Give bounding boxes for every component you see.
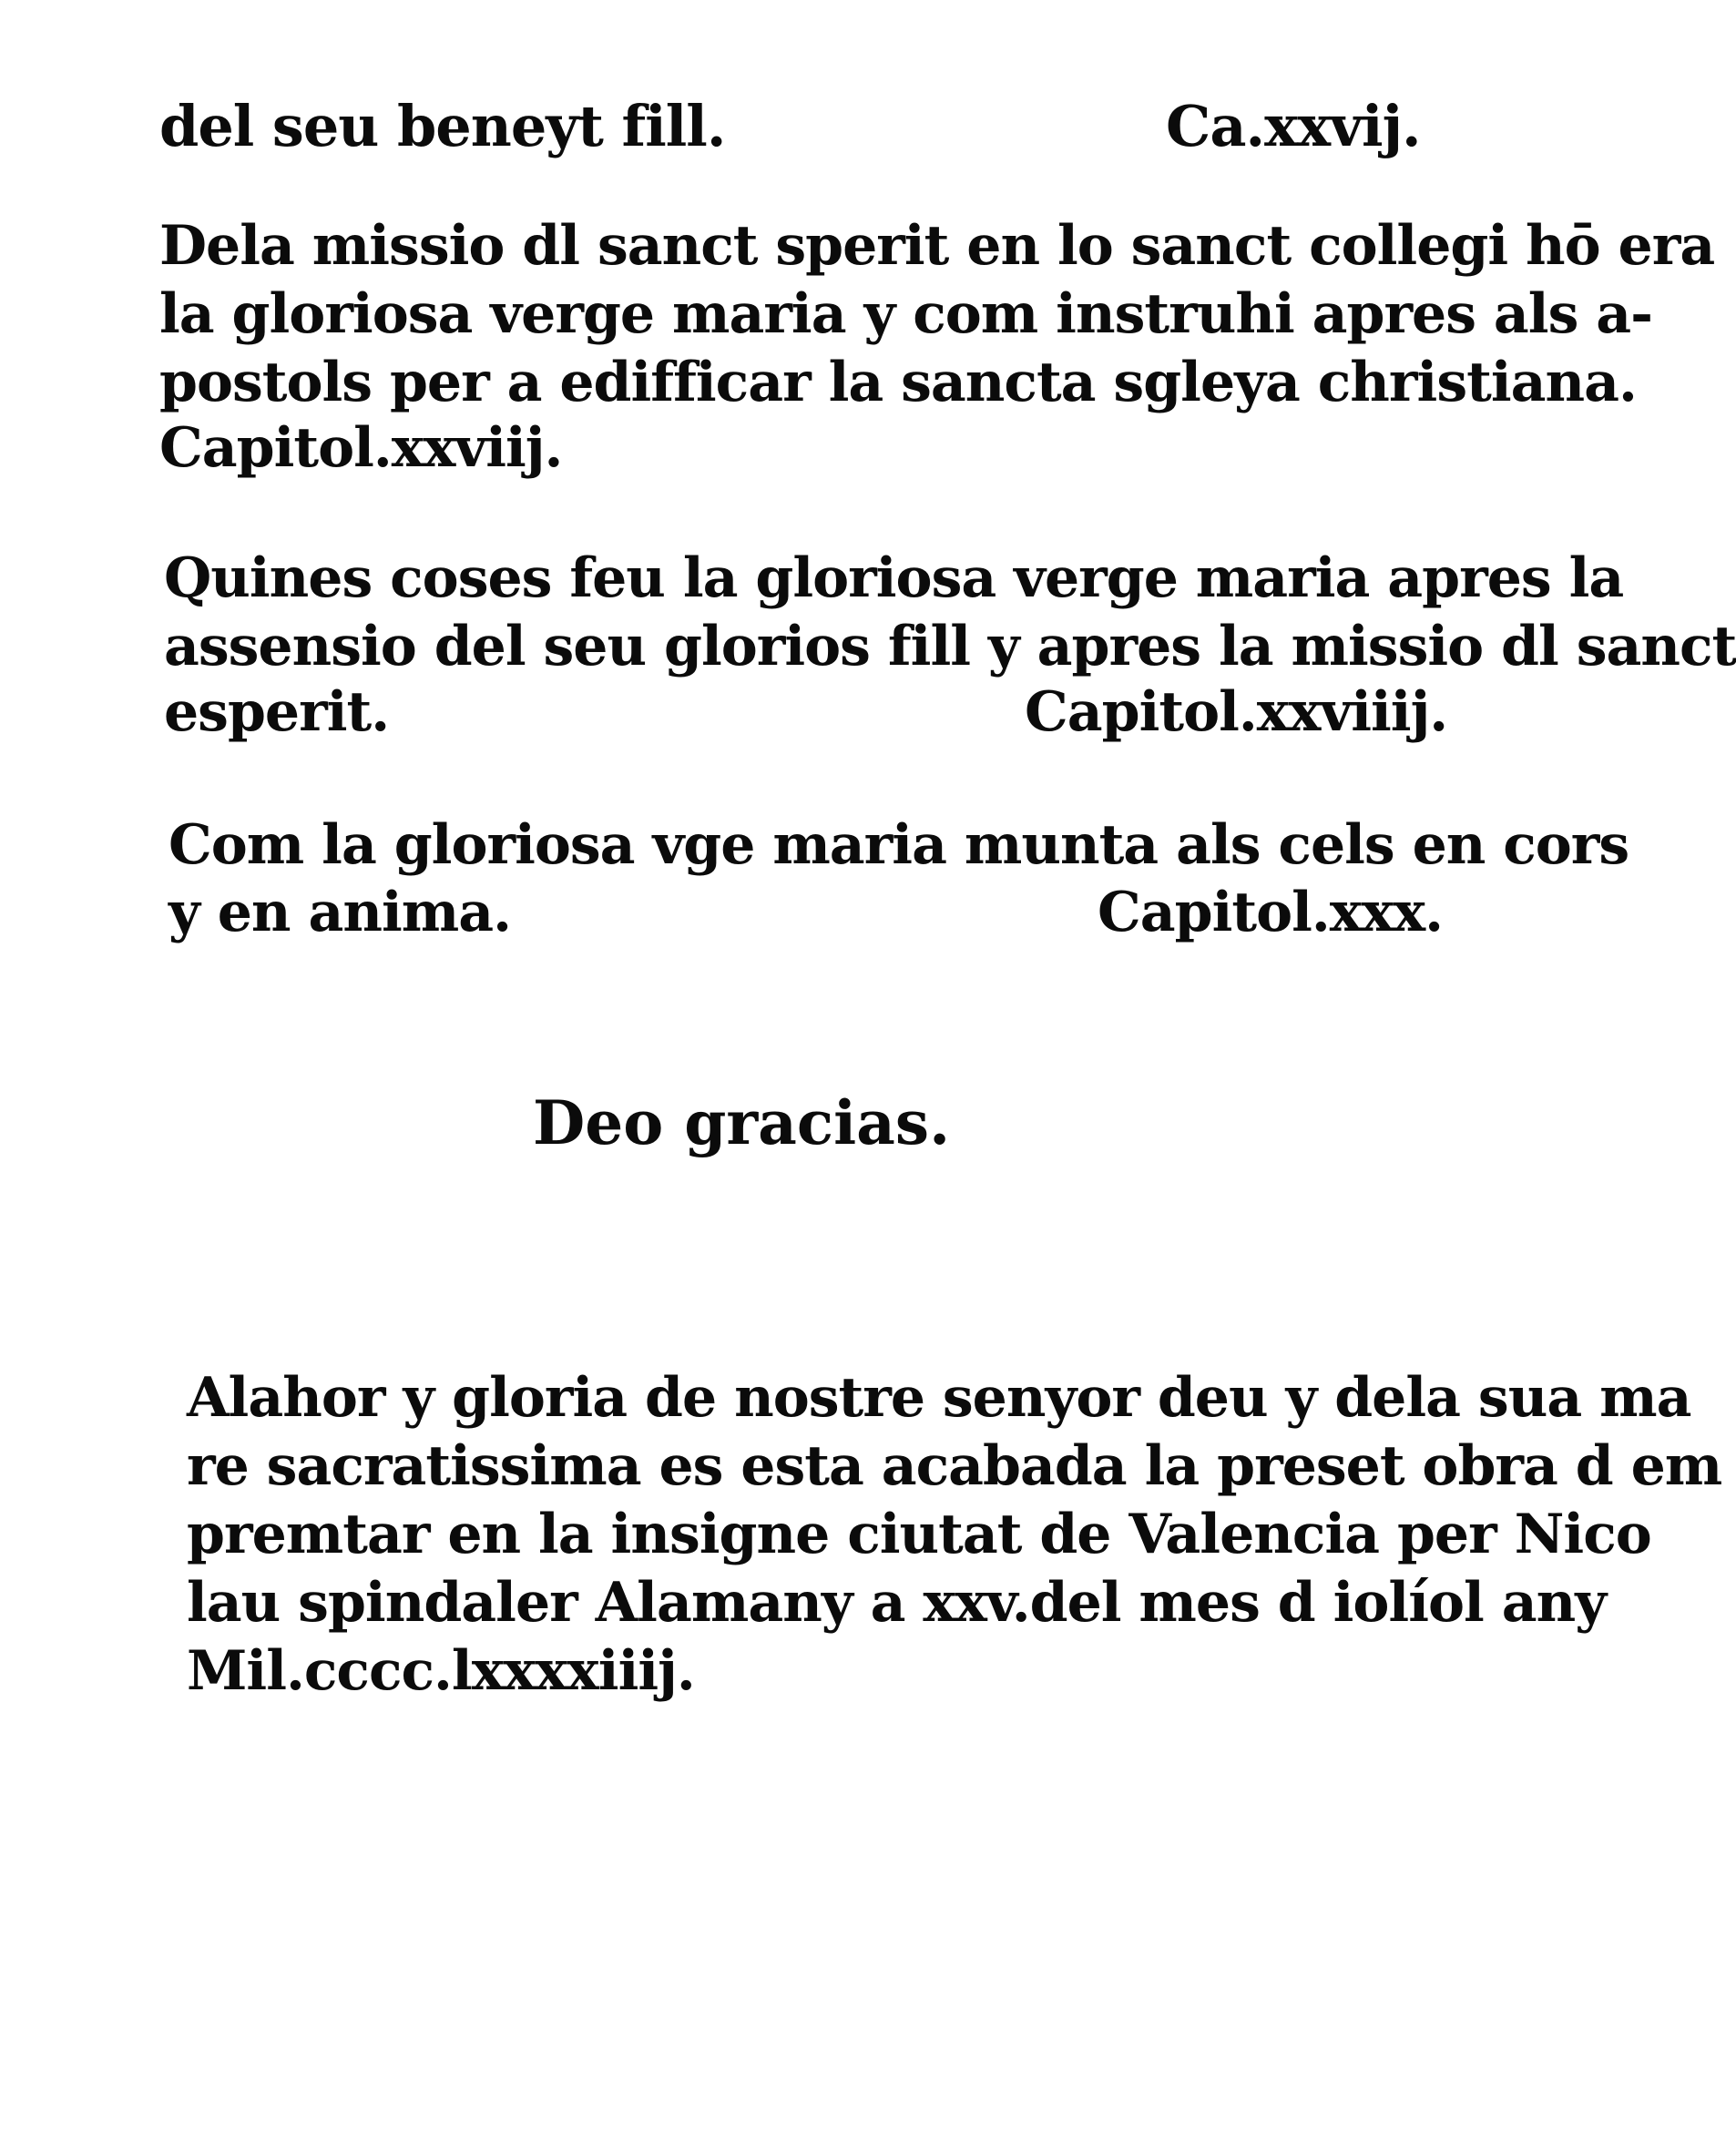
closing-title: Deo gracias. <box>533 1087 951 1158</box>
entry-3-chapter: Capitol.xxx. <box>1098 881 1443 944</box>
entry-2-line-1: Quines coses feu la gloriosa verge maria apres la <box>164 546 1624 610</box>
colophon-line-3: premtar en la insigne ciutat de Valencia per Nico <box>187 1503 1651 1566</box>
running-header-left: del seu beneyt fill. <box>159 93 726 159</box>
entry-1-chapter: Capitol.xxviij. <box>159 416 563 480</box>
colophon-line-5: Mil.cccc.lxxxxiiij. <box>187 1639 695 1703</box>
running-header-right: Ca.xxvij. <box>1166 93 1421 159</box>
entry-2-last-line: esperit. <box>164 680 390 744</box>
entry-3-last-line: y en anima. <box>168 881 511 944</box>
colophon-line-4: lau spindaler Alamany a xxv.del mes d iolíol any <box>187 1571 1607 1635</box>
entry-2-chapter: Capitol.xxviiij. <box>1025 680 1448 744</box>
entry-2-line-2: assensio del seu glorios fill y apres la missio dl sanct <box>164 615 1736 678</box>
colophon-line-1: Alahor y gloria de nostre senyor deu y dela sua ma <box>187 1366 1691 1430</box>
entry-1-line-1: Dela missio dl sanct sperit en lo sanct collegi hō era <box>159 214 1715 278</box>
entry-1-line-3: postols per a edifficar la sancta sgleya christiana. <box>159 351 1637 414</box>
entry-1-line-2: la gloriosa verge maria y com instruhi apres als a- <box>159 282 1653 346</box>
entry-3-line-1: Com la gloriosa vge maria munta als cels en cors <box>168 813 1629 877</box>
colophon-line-2: re sacratissima es esta acabada la preset obra d em <box>187 1434 1722 1498</box>
